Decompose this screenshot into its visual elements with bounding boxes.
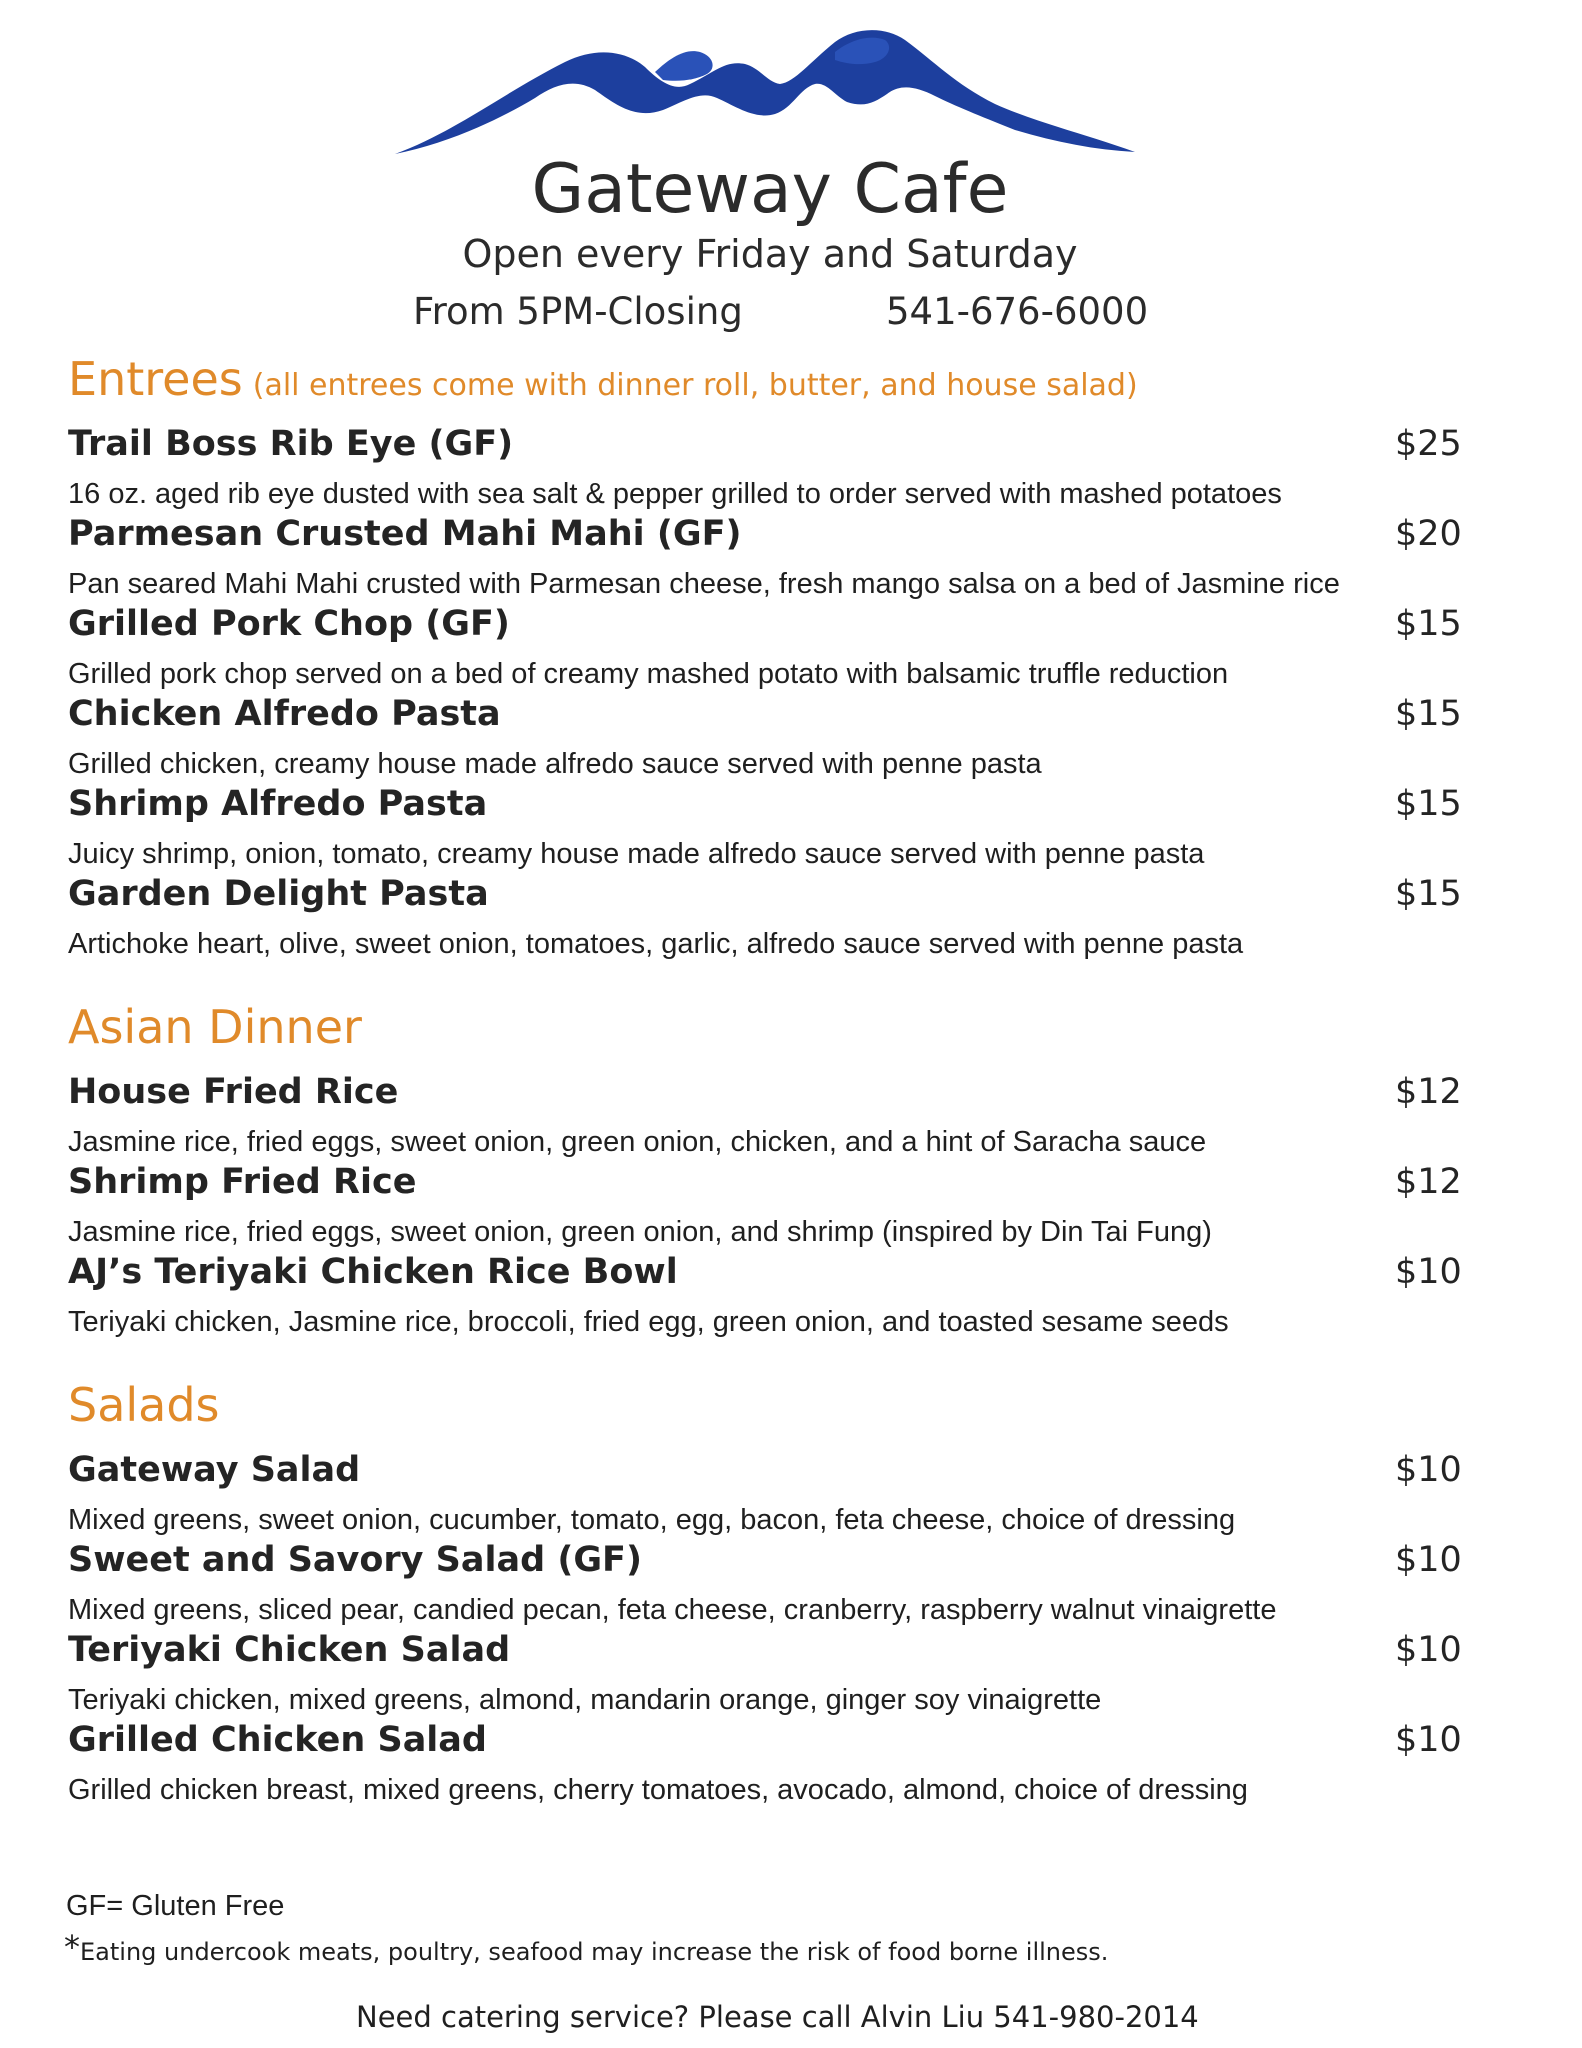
menu-item-description: Grilled pork chop served on a bed of creamy mashed potato with balsamic truffle reduction [68, 658, 1229, 690]
warning-text: Eating undercook meats, poultry, seafood may increase the risk of food borne illness. [80, 1938, 1109, 1966]
menu-item-description: Juicy shrimp, onion, tomato, creamy house made alfredo sauce served with penne pasta [68, 838, 1205, 870]
asterisk: * [64, 1928, 80, 1966]
gluten-free-note: GF= Gluten Free [66, 1890, 285, 1922]
section-title-asian-dinner: Asian Dinner [68, 1000, 362, 1054]
menu-item-description: 16 oz. aged rib eye dusted with sea salt & pepper grilled to order served with mashed potatoes [68, 478, 1282, 510]
menu-item-description: Artichoke heart, olive, sweet onion, tomatoes, garlic, alfredo sauce served with penne pasta [68, 928, 1244, 960]
menu-item-description: Jasmine rice, fried eggs, sweet onion, green onion, and shrimp (inspired by Din Tai Fung) [68, 1216, 1212, 1248]
menu-item-price: $20 [1395, 514, 1462, 554]
menu-item-price: $15 [1395, 604, 1462, 644]
menu-item-description: Teriyaki chicken, Jasmine rice, broccoli, fried egg, green onion, and toasted sesame seeds [68, 1306, 1229, 1338]
menu-item-name: Shrimp Fried Rice [68, 1162, 417, 1202]
menu-item-price: $10 [1395, 1720, 1462, 1760]
phone-number: 541-676-6000 [886, 290, 1149, 333]
section-note: (all entrees come with dinner roll, butter, and house salad) [252, 368, 1138, 403]
menu-item-name: Garden Delight Pasta [68, 874, 489, 914]
open-days: Open every Friday and Saturday [462, 232, 1078, 276]
menu-item-description: Teriyaki chicken, mixed greens, almond, mandarin orange, ginger soy vinaigrette [68, 1684, 1102, 1716]
section-title-entrees [68, 352, 1138, 406]
menu-item-price: $10 [1395, 1630, 1462, 1670]
menu-item-price: $10 [1395, 1540, 1462, 1580]
menu-item-price: $15 [1395, 874, 1462, 914]
menu-item-name: Grilled Pork Chop (GF) [68, 604, 510, 644]
menu-item-description: Mixed greens, sweet onion, cucumber, tomato, egg, bacon, feta cheese, choice of dressing [68, 1504, 1236, 1536]
menu-item-description: Grilled chicken breast, mixed greens, cherry tomatoes, avocado, almond, choice of dressing [68, 1774, 1248, 1806]
menu-item-name: Chicken Alfredo Pasta [68, 694, 501, 734]
menu-item-name: Grilled Chicken Salad [68, 1720, 487, 1760]
menu-item-price: $12 [1395, 1072, 1462, 1112]
menu-item-description: Grilled chicken, creamy house made alfredo sauce served with penne pasta [68, 748, 1042, 780]
menu-item-price: $12 [1395, 1162, 1462, 1202]
hours: From 5PM-Closing [413, 290, 743, 333]
menu-item-description: Jasmine rice, fried eggs, sweet onion, green onion, chicken, and a hint of Saracha sauce [68, 1126, 1207, 1158]
menu-item-price: $25 [1395, 424, 1462, 464]
menu-item-name: House Fried Rice [68, 1072, 399, 1112]
mountain-logo-icon [395, 22, 1135, 162]
menu-item-name: Gateway Salad [68, 1450, 361, 1490]
section-title: Entrees [68, 352, 243, 406]
food-safety-warning [64, 1928, 1108, 1966]
menu-item-name: AJ’s Teriyaki Chicken Rice Bowl [68, 1252, 678, 1292]
menu-item-price: $15 [1395, 784, 1462, 824]
menu-item-name: Trail Boss Rib Eye (GF) [68, 424, 514, 464]
menu-item-description: Mixed greens, sliced pear, candied pecan, feta cheese, cranberry, raspberry walnut vinaigrette [68, 1594, 1277, 1626]
menu-item-description: Pan seared Mahi Mahi crusted with Parmesan cheese, fresh mango salsa on a bed of Jasmine rice [68, 568, 1340, 600]
menu-item-name: Parmesan Crusted Mahi Mahi (GF) [68, 514, 742, 554]
menu-item-price: $10 [1395, 1450, 1462, 1490]
menu-item-price: $10 [1395, 1252, 1462, 1292]
menu-item-name: Sweet and Savory Salad (GF) [68, 1540, 642, 1580]
section-title-salads: Salads [68, 1378, 220, 1432]
catering-contact: Need catering service? Please call Alvin Liu 541-980-2014 [356, 2000, 1199, 2034]
menu-item-price: $15 [1395, 694, 1462, 734]
cafe-name: Gateway Cafe [531, 150, 1009, 229]
menu-item-name: Shrimp Alfredo Pasta [68, 784, 488, 824]
menu-item-name: Teriyaki Chicken Salad [68, 1630, 511, 1670]
